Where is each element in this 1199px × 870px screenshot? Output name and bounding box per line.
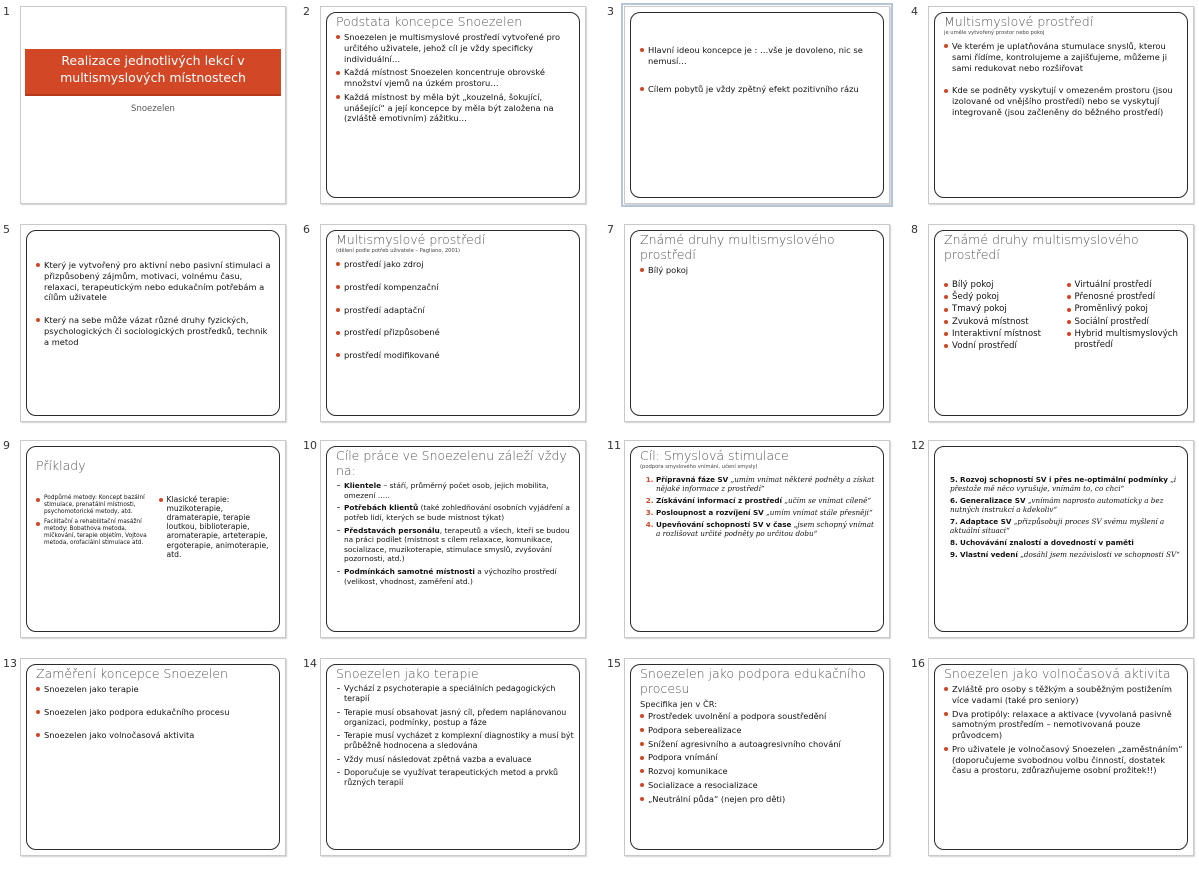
slide-canvas[interactable] (624, 440, 890, 638)
numbered-item (656, 496, 879, 505)
slide-lead: Specifika jen v ČR: (640, 699, 718, 709)
item-text: , terapeutů a všech, kteří se budou na práci podílet (místnost s cílem relaxace, komunikace, socializace, muzikoterapie, stimulace smyslů, zvyšování pozornosti, atd.) (344, 525, 570, 564)
slide-subtitle: (dělení podle potřeb uživatele – Pagliano, 2001) (336, 248, 461, 254)
slide-number: 6 (303, 223, 310, 236)
slide-title: Multismyslové prostředí (336, 232, 486, 247)
slide-content (36, 666, 275, 849)
numbered-item (950, 496, 1183, 514)
bullet-item: prostředí kompenzační (336, 282, 575, 293)
slide-number: 13 (3, 657, 17, 670)
item-term: Podmínkách samotné místnosti (344, 567, 475, 576)
bullet-item: Snoezelen jako podpora edukačního procesu (36, 707, 275, 718)
slide-content (36, 260, 275, 415)
item-number: 6. (950, 496, 958, 505)
slide-thumbnail[interactable] (604, 221, 908, 436)
slide-canvas[interactable] (20, 224, 286, 422)
item-number: 9. (950, 550, 958, 559)
bullet-item: Rozvoj komunikace (640, 766, 879, 777)
item-quote: „vnímám naprosto automaticky a bez nutných instrukcí a kdekoliv“ (950, 496, 1164, 514)
item-number: 8. (950, 538, 958, 547)
item-term: Adaptace SV (960, 517, 1012, 526)
item-text: – stáří, průměrný počet osob, jejich mobilita, omezení ….. (344, 481, 549, 500)
bullet-item: Podpora seberealizace (640, 725, 879, 736)
slide-title: Příklady (36, 458, 86, 473)
column (1067, 280, 1184, 353)
bullet-item: Podpůrné metody: Koncept bazální stimulace, prenatální místnosti, psychomotorické metody, atd. (36, 495, 153, 516)
item-text: (také zohledňování osobních vyjádření a potřeb lidí, kterých se bude místnost týkat) (344, 503, 570, 522)
bullet-list (640, 265, 879, 276)
slide-thumbnail[interactable] (0, 3, 304, 218)
slide-content (640, 45, 879, 197)
bullet-list (1067, 280, 1184, 351)
item-term: Přípravná fáze SV (656, 475, 729, 484)
bullet-item: Interaktivní místnost (944, 329, 1061, 340)
slide-title: Zaměření koncepce Snoezelen (36, 666, 228, 681)
slide-content (640, 232, 879, 415)
slide-number: 10 (303, 439, 317, 452)
slide-content (336, 232, 575, 415)
bullet-item: Snoezelen je multismyslové prostředí vytvořené pro určitého uživatele, jehož cíl je vždy specificky individuální… (336, 32, 575, 64)
bullet-item: Cílem pobytů je vždy zpětný efekt pozitivního rázu (640, 84, 879, 95)
numbered-item (656, 508, 879, 517)
slide-subtitle: Snoezelen (131, 104, 175, 114)
bullet-item: Snoezelen jako terapie (36, 684, 275, 695)
slide-number: 16 (911, 657, 925, 670)
numbered-list (944, 475, 1183, 559)
bullet-item: Každá místnost by měla být „kouzelná, šokující, unášející“ a její koncepce by měla být založena na (zvláště emotivním) zážitku… (336, 92, 575, 124)
slide-canvas[interactable] (320, 6, 586, 204)
slide-number: 3 (607, 5, 614, 18)
slide-thumbnail[interactable] (300, 221, 604, 436)
slide-number: 7 (607, 223, 614, 236)
slide-content (640, 448, 879, 631)
item-quote: „přizpůsobuji proces SV svému myšlení a aktuální situaci“ (950, 517, 1165, 535)
slide-number: 11 (607, 439, 621, 452)
bullet-list (36, 495, 153, 547)
item-quote: „i přestože mě něco vyrušuje, vnímám to, co chci“ (950, 475, 1177, 493)
bullet-item: Terapie musí vycházet z komplexní diagnostiky a musí být průběžně hodnocena a sledována (336, 731, 575, 752)
bullet-item: Bílý pokoj (640, 265, 879, 276)
slide-thumbnail[interactable] (908, 3, 1199, 218)
slide-content (944, 666, 1183, 849)
slide-thumbnail[interactable] (300, 437, 604, 652)
item-quote: „učím se vnímat cíleně“ (782, 496, 871, 505)
bullet-item: Ve kterém je uplatňována stumulace snyslů, kterou sami řídíme, kontrolujeme a zajišťujeme, můžeme ji sami redukovat nebo rozšiřovat (944, 41, 1183, 73)
bullet-item: Který na sebe může vázat různé druhy fyzických, psychologických či sociologických prostředků, technik a metod (36, 315, 275, 347)
item-term: Generalizace SV (960, 496, 1026, 505)
bullet-item: Který je vytvořený pro aktivní nebo pasivní stimulaci a přizpůsobený zájmům, motivaci, volnému času, relaxaci, terapeutickým nebo edukačním potřebám a cílům uživatele (36, 260, 275, 303)
bullet-item: Zvláště pro osoby s těžkým a souběžným postižením více vadami (také pro seniory) (944, 684, 1183, 706)
item-number: 7. (950, 517, 958, 526)
bullet-item (336, 567, 575, 586)
slide-thumbnail[interactable] (0, 655, 304, 870)
bullet-item (336, 481, 575, 500)
bullet-item: Pro uživatele je volnočasový Snoezelen „zaměstnáním“ (doporučujeme svobodnou volbu činností, dostatek času a prostoru, zdůrazňujeme osobní prožitek!!) (944, 744, 1183, 776)
slide-canvas[interactable] (928, 6, 1194, 204)
item-quote: „dosáhl jsem nezávislosti ve schopnosti SV“ (1017, 550, 1180, 559)
slide-thumbnail[interactable] (604, 655, 908, 870)
slide-number: 5 (3, 223, 10, 236)
bullet-item: Šedý pokoj (944, 292, 1061, 303)
item-term: Získávání informací z prostředí (656, 496, 783, 505)
bullet-item: Virtuální prostředí (1067, 280, 1184, 291)
bullet-item: Tmavý pokoj (944, 304, 1061, 315)
slide-title: Cíl: Smyslová stimulace (640, 448, 789, 463)
column (159, 495, 276, 562)
bullet-item: Vodní prostředí (944, 341, 1061, 352)
slide-title: Multismyslové prostředí (944, 14, 1094, 29)
bullet-item: Vždy musí následovat zpětná vazba a evaluace (336, 755, 575, 765)
bullet-item: prostředí jako zdroj (336, 259, 575, 270)
bullet-item: Hybrid multismyslových prostředí (1067, 329, 1184, 351)
numbered-item (950, 538, 1183, 547)
bullet-item: Přenosné prostředí (1067, 292, 1184, 303)
bullet-list (944, 684, 1183, 776)
slide-content (36, 448, 275, 631)
slide-content (336, 14, 575, 197)
bullet-item: Kde se podněty vyskytují v omezeném prostoru (jsou izolované od vnějšího prostředí) nebo se vyskytují integrovaně (jsou začleněny do běžného prostředí) (944, 85, 1183, 117)
slide-content (640, 666, 879, 849)
two-column-list (944, 280, 1183, 353)
slide-thumbnail[interactable] (908, 437, 1199, 652)
item-number: 5. (950, 475, 958, 484)
slide-thumbnail[interactable] (908, 655, 1199, 870)
slide-thumbnail[interactable] (0, 437, 304, 652)
slide-number: 14 (303, 657, 317, 670)
slide-canvas[interactable] (320, 440, 586, 638)
slide-content (944, 14, 1183, 197)
item-term: Uchovávání znalostí a dovedností v paměti (960, 538, 1134, 547)
slide-number: 1 (3, 5, 10, 18)
item-term: Představách personálu (344, 525, 440, 535)
bullet-item (336, 503, 575, 522)
slide-canvas[interactable] (320, 658, 586, 856)
bullet-list (640, 45, 879, 94)
item-term: Rozvoj schopností SV i přes ne-optimální podmínky (960, 475, 1168, 484)
item-term: Upevňování schopností SV v čase (656, 520, 792, 529)
item-quote: „jsem schopný vnímat a rozlišovat určité podněty po určitou dobu“ (656, 520, 874, 538)
slide-thumbnail[interactable] (908, 221, 1199, 436)
slide-content (336, 666, 575, 849)
slide-title: Podstata koncepce Snoezelen (336, 14, 523, 29)
bullet-item: Sociální prostředí (1067, 317, 1184, 328)
bullet-item: Proměnlivý pokoj (1067, 304, 1184, 315)
item-term: Klientele (344, 481, 382, 490)
slide-content (944, 475, 1183, 631)
slide-canvas[interactable] (928, 658, 1194, 856)
slide-number: 2 (303, 5, 310, 18)
slide-canvas[interactable] (320, 224, 586, 422)
slide-title: Snoezelen jako volnočasová aktivita (944, 666, 1171, 681)
numbered-item (656, 520, 879, 538)
numbered-item (950, 475, 1183, 493)
slide-title: Snoezelen jako podpora edukačního procesu (640, 666, 866, 696)
slide-thumbnail[interactable] (604, 437, 908, 652)
bullet-item: prostředí adaptační (336, 305, 575, 316)
slide-title: Cíle práce ve Snoezelenu záleží vždy na: (336, 448, 567, 478)
bullet-list (36, 684, 275, 740)
slide-canvas[interactable] (928, 440, 1194, 638)
bullet-list (640, 711, 879, 804)
slide-title: Známé druhy multismyslového prostředí (640, 232, 835, 262)
bullet-list (36, 260, 275, 347)
bullet-item: Hlavní ideou koncepce je : …vše je dovoleno, nic se nemusí… (640, 45, 879, 67)
slide-number: 15 (607, 657, 621, 670)
slide-thumbnail[interactable] (300, 655, 604, 870)
bullet-list (336, 481, 575, 586)
bullet-item: Dva protipóly: relaxace a aktivace (vyvolaná pasivně samotným prostředím – nemotivovaná pouze průvodcem) (944, 709, 1183, 741)
slide-number: 9 (3, 439, 10, 452)
bullet-list (336, 259, 575, 361)
item-term: Vlastní vedení (960, 550, 1018, 559)
two-column-list (36, 495, 275, 562)
bullet-list (336, 32, 575, 124)
item-term: Potřebách klientů (344, 503, 419, 513)
slide-number: 12 (911, 439, 925, 452)
bullet-item: prostředí modifikované (336, 350, 575, 361)
bullet-item: Zvuková místnost (944, 317, 1061, 328)
slide-number: 8 (911, 223, 918, 236)
column (36, 495, 153, 562)
bullet-list (944, 280, 1061, 352)
bullet-item: Prostředek uvolnění a podpora soustředění (640, 711, 879, 722)
slide-canvas[interactable] (20, 658, 286, 856)
slide-subtitle: je uměle vytvořený prostor nebo pokoj (944, 30, 1045, 36)
numbered-item (950, 550, 1183, 559)
item-term: Posloupnost a rozvíjení SV (656, 508, 764, 517)
item-text: a výchozího prostředí (velikost, vhodnost, zaměření atd.) (344, 567, 557, 586)
slide-subtitle: (podpora smyslového vnímání, učení smysly) (640, 464, 758, 470)
bullet-list (944, 41, 1183, 118)
slide-number: 4 (911, 5, 918, 18)
slide-thumbnail[interactable] (604, 3, 908, 218)
slide-content (336, 448, 575, 631)
numbered-item (656, 475, 879, 493)
item-quote: „umím vnímat některé podněty a získat nějaké informace z prostředí“ (656, 475, 875, 493)
bullet-item: Každá místnost Snoezelen koncentruje obrovské množství vjemů na úzkém prostoru… (336, 67, 575, 89)
slide-canvas[interactable] (624, 6, 890, 204)
bullet-item: Bílý pokoj (944, 280, 1061, 291)
column (944, 280, 1061, 353)
slide-title: Známé druhy multismyslového prostředí (944, 232, 1139, 262)
bullet-list (336, 684, 575, 788)
bullet-list (159, 495, 276, 559)
slide-title: Snoezelen jako terapie (336, 666, 479, 681)
bullet-item: Snížení agresivního a autoagresivního chování (640, 739, 879, 750)
bullet-item: Klasické terapie: muzikoterapie, dramaterapie, terapie loutkou, biblioterapie, aromaterapie, arteterapie, ergoterapie, animoterapie, atd. (159, 495, 276, 559)
bullet-item: Doporučuje se využívat terapeutických metod a prvků různých terapií (336, 768, 575, 789)
bullet-item: Snoezelen jako volnočasová aktivita (36, 730, 275, 741)
slide-thumbnail[interactable] (300, 3, 604, 218)
bullet-item (336, 526, 575, 565)
numbered-item (950, 517, 1183, 535)
bullet-item: Socializace a resocializace (640, 780, 879, 791)
slide-title: Realizace jednotlivých lekcí v multismyslových místnostech (25, 49, 281, 96)
numbered-list (640, 475, 879, 538)
slide-thumbnail[interactable] (0, 221, 304, 436)
bullet-item: „Neutrální půda“ (nejen pro děti) (640, 794, 879, 805)
bullet-item: Vychází z psychoterapie a speciálních pedagogických terapií (336, 684, 575, 705)
slide-canvas[interactable] (20, 6, 286, 204)
slide-content (944, 232, 1183, 415)
slide-canvas[interactable] (20, 440, 286, 638)
slide-canvas[interactable] (624, 224, 890, 422)
bullet-item: prostředí přizpůsobené (336, 327, 575, 338)
bullet-item: Facilitační a rehabilitační masážní metody: Bobathova metoda, míčkování, terapie objetím, Vojtova metoda, orofaciální stimulace atd. (36, 519, 153, 547)
slide-canvas[interactable] (624, 658, 890, 856)
slide-canvas[interactable] (928, 224, 1194, 422)
item-quote: „umím vnímat stále přesněji“ (763, 508, 873, 517)
bullet-item: Terapie musí obsahovat jasný cíl, předem naplánovanou organizaci, podmínky, postup a fáze (336, 708, 575, 729)
bullet-item: Podpora vnímání (640, 752, 879, 763)
